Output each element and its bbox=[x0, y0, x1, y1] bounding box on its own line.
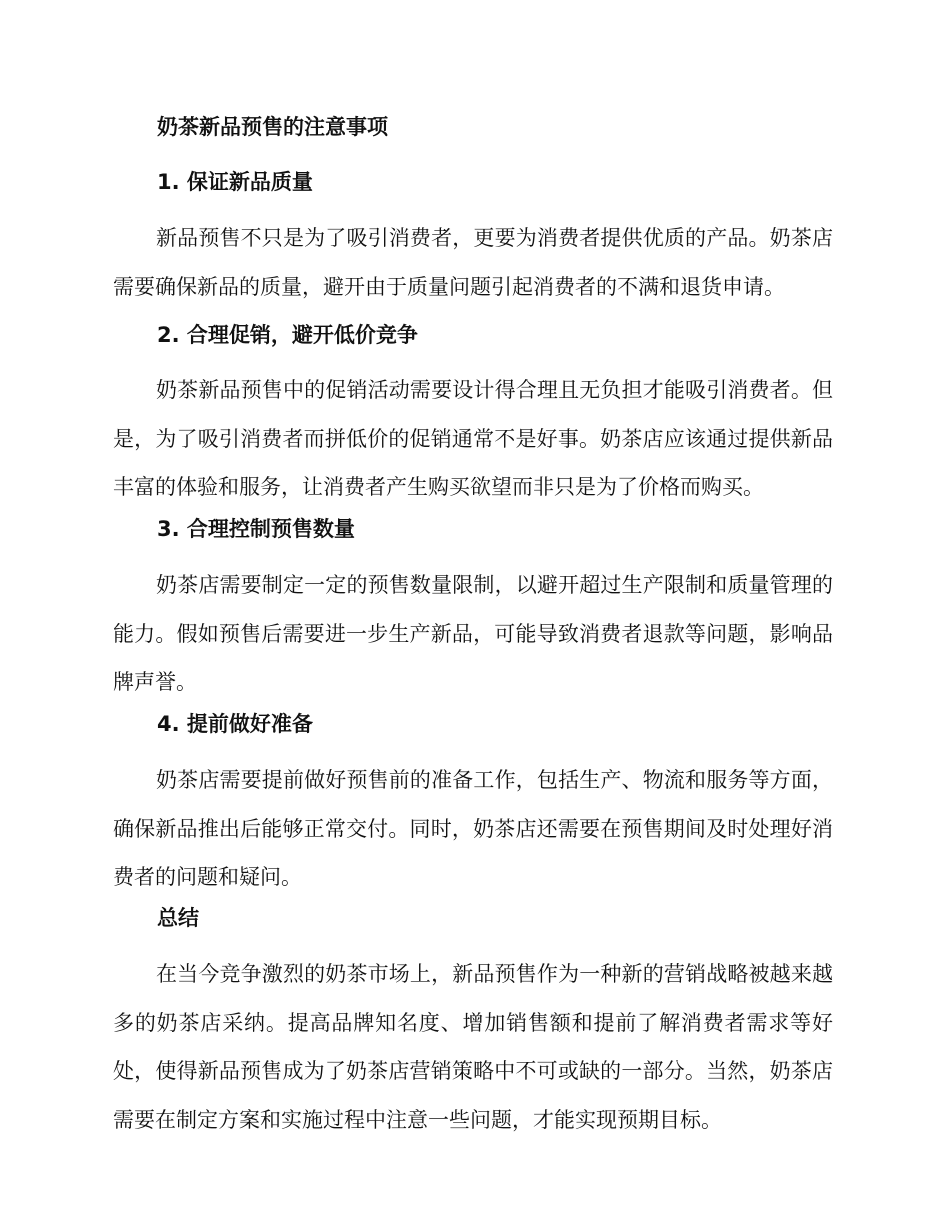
section-paragraph-4: 奶茶店需要提前做好预售前的准备工作，包括生产、物流和服务等方面，确保新品推出后能够正常交付。同时，奶茶店还需要在预售期间及时处理好消费者的问题和疑问。 bbox=[113, 768, 833, 889]
section-paragraph-3: 奶茶店需要制定一定的预售数量限制，以避开超过生产限制和质量管理的能力。假如预售后需要进一步生产新品，可能导致消费者退款等问题，影响品牌声誉。 bbox=[113, 573, 833, 694]
document-title: 奶茶新品预售的注意事项 bbox=[157, 115, 388, 139]
section-heading-1: 1. 保证新品质量 bbox=[157, 170, 313, 194]
summary-heading: 总结 bbox=[157, 906, 199, 930]
summary-paragraph: 在当今竞争激烈的奶茶市场上，新品预售作为一种新的营销战略被越来越多的奶茶店采纳。提高品牌知名度、增加销售额和提前了解消费者需求等好处，使得新品预售成为了奶茶店营销策略中不可或缺的一部分。当然，奶茶店需要在制定方案和实施过程中注意一些问题，才能实现预期目标。 bbox=[113, 962, 833, 1132]
section-heading-4: 4. 提前做好准备 bbox=[157, 712, 313, 736]
section-paragraph-2: 奶茶新品预售中的促销活动需要设计得合理且无负担才能吸引消费者。但是，为了吸引消费者而拼低价的促销通常不是好事。奶茶店应该通过提供新品丰富的体验和服务，让消费者产生购买欲望而非只是为了价格而购买。 bbox=[113, 378, 833, 499]
section-paragraph-1: 新品预售不只是为了吸引消费者，更要为消费者提供优质的产品。奶茶店需要确保新品的质量，避开由于质量问题引起消费者的不满和退货申请。 bbox=[113, 226, 833, 299]
section-heading-2: 2. 合理促销，避开低价竞争 bbox=[157, 323, 418, 347]
section-heading-3: 3. 合理控制预售数量 bbox=[157, 517, 355, 541]
